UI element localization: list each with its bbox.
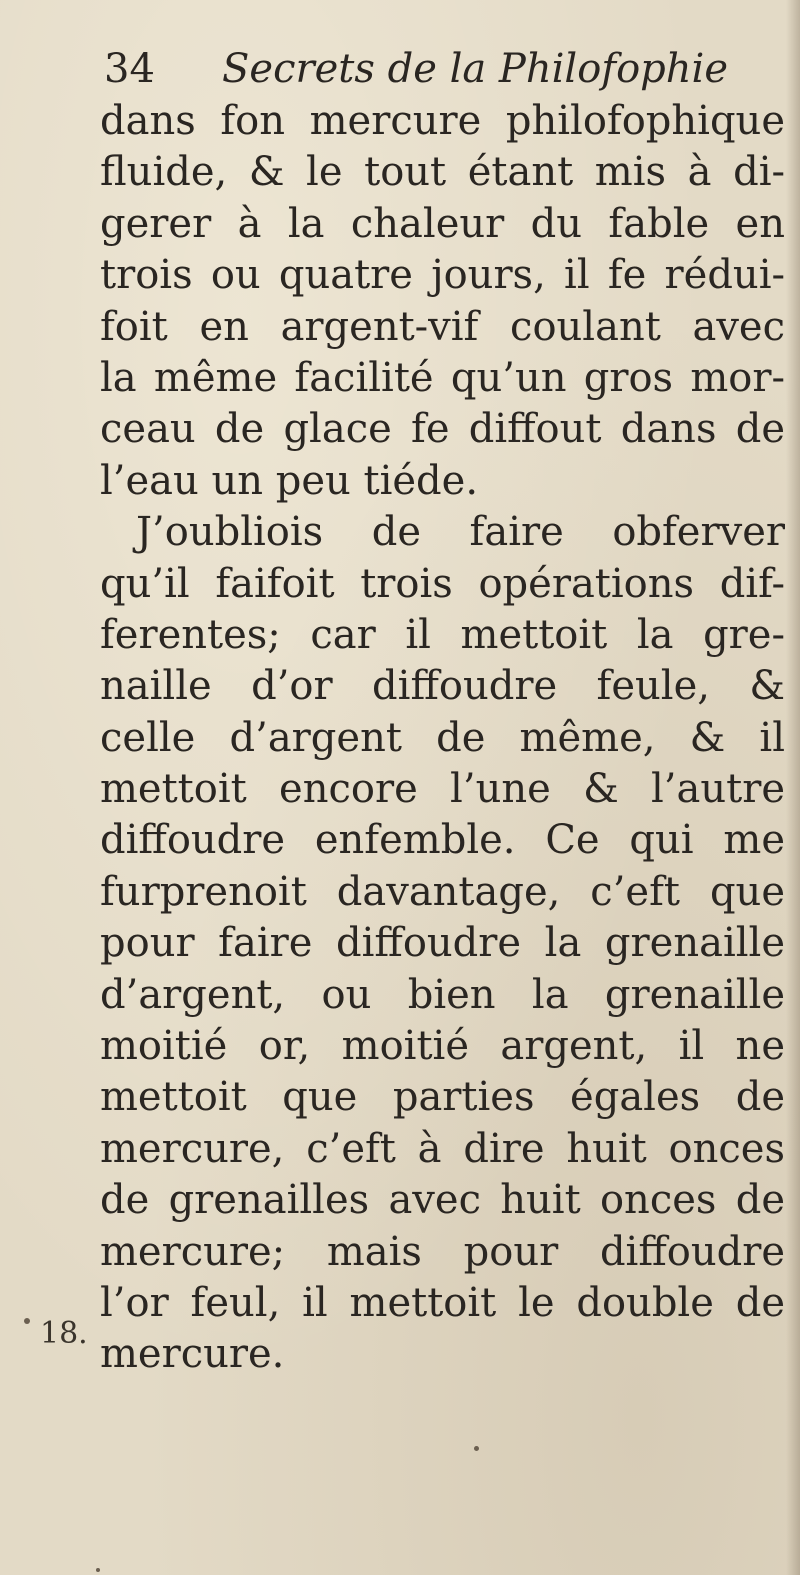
text-line: mercure, c’eft à dire huit onces xyxy=(100,1125,785,1172)
text-line: mercure; mais pour diffoudre xyxy=(100,1228,785,1275)
text-line: dans fon mercure philofophique xyxy=(100,98,785,144)
running-title: Secrets de la Philofophie xyxy=(222,46,728,92)
paragraph-start-line: J’oubliois de faire obferver xyxy=(136,509,785,556)
ink-speck xyxy=(96,1568,100,1572)
running-head xyxy=(104,44,728,94)
ink-speck xyxy=(474,1446,479,1451)
text-line: moitié or, moitié argent, il ne xyxy=(100,1023,785,1070)
text-line: mercure. xyxy=(100,1331,285,1378)
page-number: 34 xyxy=(104,46,155,92)
text-line: ferentes; car il mettoit la gre- xyxy=(100,611,785,658)
text-line: la même facilité qu’un gros mor- xyxy=(100,354,785,401)
text-line: de grenailles avec huit onces de xyxy=(100,1177,785,1224)
page-edge-shadow xyxy=(786,0,800,1575)
body-text xyxy=(100,96,785,1381)
ink-speck xyxy=(24,1318,30,1324)
text-line: gerer à la chaleur du fable en xyxy=(100,200,785,247)
margin-note: 18. xyxy=(40,1316,88,1351)
text-line: ceau de glace fe diffout dans de xyxy=(100,406,785,453)
text-line: l’or feul, il mettoit le double de xyxy=(100,1279,785,1326)
text-line: d’argent, ou bien la grenaille xyxy=(100,971,785,1018)
text-line: mettoit encore l’une & l’autre xyxy=(100,766,785,813)
text-line: diffoudre enfemble. Ce qui me xyxy=(100,817,785,864)
text-line: l’eau un peu tiéde. xyxy=(100,457,479,504)
text-line: pour faire diffoudre la grenaille xyxy=(100,920,785,967)
text-line: mettoit que parties égales de xyxy=(100,1074,785,1121)
text-line: celle d’argent de même, & il xyxy=(100,714,785,761)
text-line: fluide, & le tout étant mis à di- xyxy=(100,149,785,196)
text-line: naille d’or diffoudre feule, & xyxy=(100,663,785,710)
text-line: foit en argent-vif coulant avec xyxy=(100,303,785,350)
text-line: trois ou quatre jours, il fe rédui- xyxy=(100,252,785,299)
text-line: furprenoit davantage, c’eft que xyxy=(100,868,785,915)
text-line: qu’il faifoit trois opérations dif- xyxy=(100,560,785,607)
